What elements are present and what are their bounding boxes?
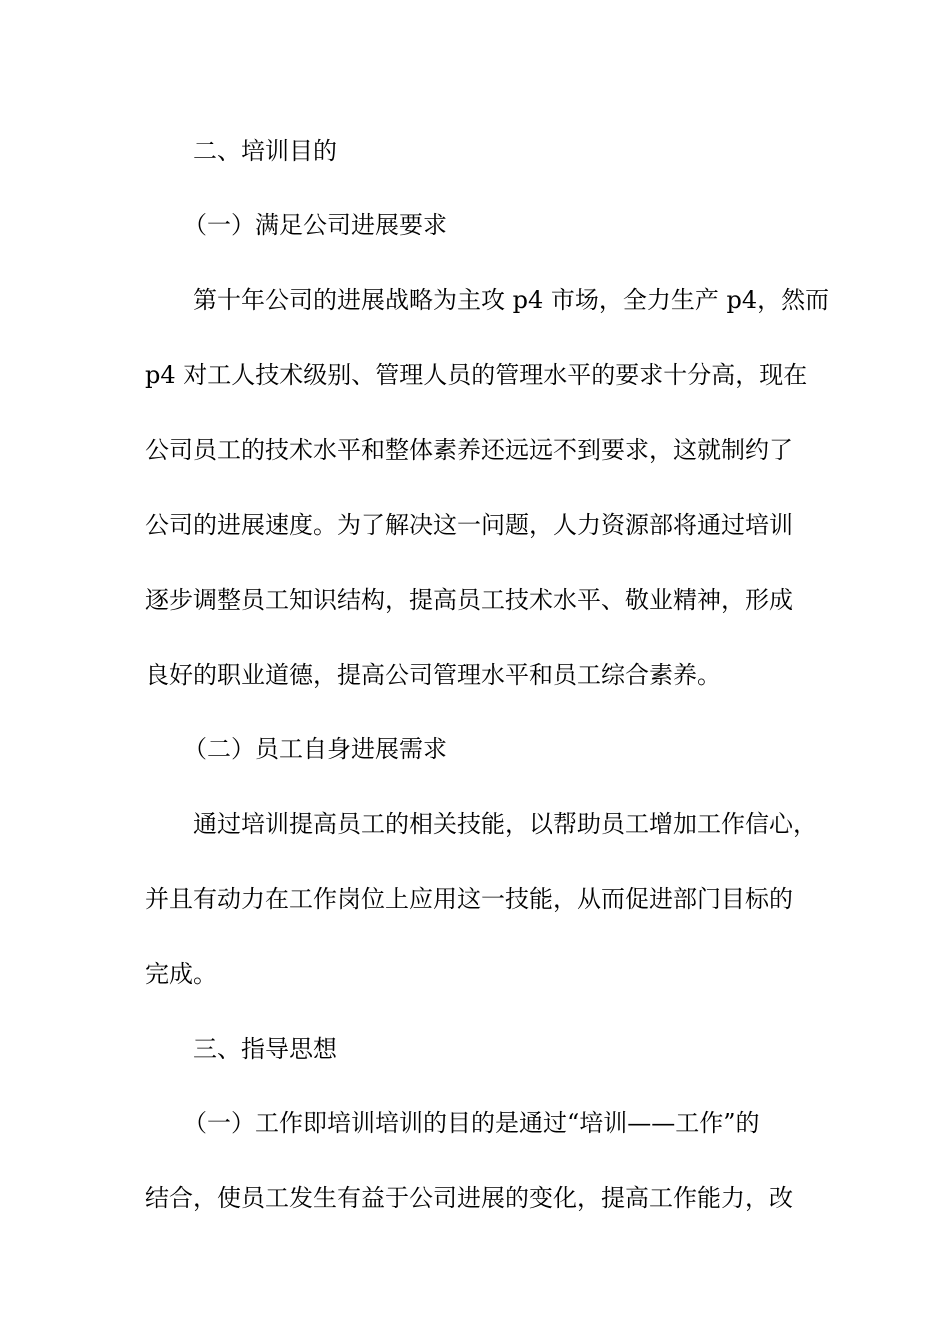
paragraph-line: 逐步调整员工知识结构，提高员工技术水平、敬业精神，形成 — [145, 586, 793, 614]
paragraph-line: 并且有动力在工作岗位上应用这一技能，从而促进部门目标的 — [145, 885, 793, 913]
paragraph-line: 良好的职业道德，提高公司管理水平和员工综合素养。 — [145, 661, 721, 689]
paragraph-line: p4 对工人技术级别、管理人员的管理水平的要求十分高，现在 — [145, 361, 808, 389]
paragraph-line: （一）工作即培训培训的目的是通过“培训——工作”的 — [183, 1109, 760, 1137]
paragraph-line: 第十年公司的进展战略为主攻 p4 市场，全力生产 p4，然而 — [193, 286, 830, 314]
paragraph-line: 完成。 — [145, 960, 217, 988]
subheading-company-development: （一）满足公司进展要求 — [183, 211, 447, 239]
paragraph-line: 结合，使员工发生有益于公司进展的变化，提高工作能力，改 — [145, 1184, 793, 1212]
section-heading-training-purpose: 二、培训目的 — [193, 137, 337, 165]
section-heading-guiding-ideology: 三、指导思想 — [193, 1035, 337, 1063]
paragraph-line: 公司员工的技术水平和整体素养还远远不到要求，这就制约了 — [145, 436, 793, 464]
subheading-employee-development: （二）员工自身进展需求 — [183, 735, 447, 763]
paragraph-line: 通过培训提高员工的相关技能，以帮助员工增加工作信心， — [193, 810, 817, 838]
paragraph-line: 公司的进展速度。为了解决这一问题，人力资源部将通过培训 — [145, 511, 793, 539]
